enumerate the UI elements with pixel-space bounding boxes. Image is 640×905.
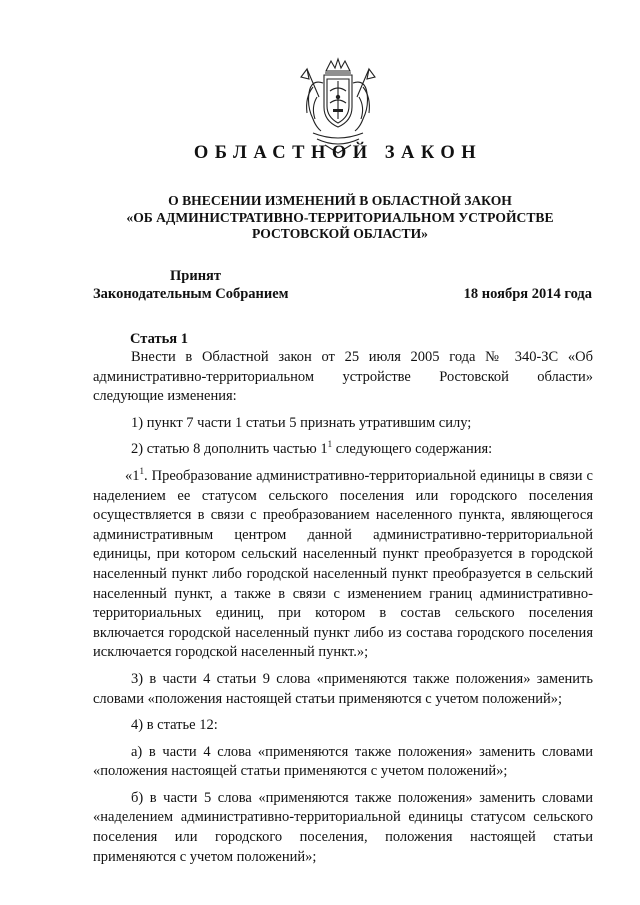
quoted-part-text: . Преобразование административно-территориальной единицы в связи с наделением ее статусом сельского поселения или городского поселения осуществляется в связи с преобразованием населенного пункта, являющегося административным центром данной административно-территориальной единицы, при котором сельский населенный пункт преобразуется в городской населенный пункт либо городской населенный пункт преобразуется в сельский населенный пункт, а также в связи с изменением границ административно-территориальных единиц, при котором в состав сельского поселения включается городской населенный пункт либо из состава городского поселения исключается городской населенный пункт.»; xyxy=(93,467,593,661)
quoted-part-number: «1 xyxy=(125,467,140,484)
item-4b: б) в части 5 слова «применяются также положения» заменить словами «наделением административно-территориальной единицы статусом сельского поселения или городского поселения, положения настоящей статьи применяются с учетом положений»; xyxy=(93,789,593,865)
item-2-text-end: следующего содержания: xyxy=(332,441,493,458)
law-subject xyxy=(96,193,584,243)
item-3: 3) в части 4 статьи 9 слова «применяются также положения» заменить словами «положения настоящей статьи применяются с учетом положений»; xyxy=(93,670,593,707)
subject-line: О ВНЕСЕНИИ ИЗМЕНЕНИЙ В ОБЛАСТНОЙ ЗАКОН xyxy=(168,193,512,208)
adoption-date: 18 ноября 2014 года xyxy=(463,286,592,302)
item-1: 1) пункт 7 части 1 статьи 5 признать утратившим силу; xyxy=(131,414,472,431)
subject-line: РОСТОВСКОЙ ОБЛАСТИ» xyxy=(252,226,428,241)
quoted-part xyxy=(93,467,593,663)
item-2-text: 2) статью 8 дополнить частью 1 xyxy=(131,441,328,458)
law-title: ОБЛАСТНОЙ ЗАКОН xyxy=(193,143,483,163)
coat-of-arms-icon xyxy=(299,57,377,155)
intro-paragraph: Внести в Областной закон от 25 июля 2005 года № 340-ЗС «Об административно-территориальном устройстве Ростовской области» следующие изменения: xyxy=(93,349,593,405)
article-body xyxy=(93,348,593,874)
adopted-by: Законодательным Собранием xyxy=(93,286,289,302)
item-4a: а) в части 4 слова «применяются также положения» заменить словами «положения настоящей статьи применяются с учетом положений»; xyxy=(93,743,593,780)
item-2-superscript: 1 xyxy=(327,439,333,450)
article-heading: Статья 1 xyxy=(130,331,188,347)
item-4: 4) в статье 12: xyxy=(131,717,218,734)
adopted-label: Принят xyxy=(170,268,222,284)
subject-line: «ОБ АДМИНИСТРАТИВНО-ТЕРРИТОРИАЛЬНОМ УСТРОЙСТВЕ xyxy=(126,209,554,225)
quoted-part-superscript: 1 xyxy=(139,466,144,477)
item-2 xyxy=(93,440,593,460)
